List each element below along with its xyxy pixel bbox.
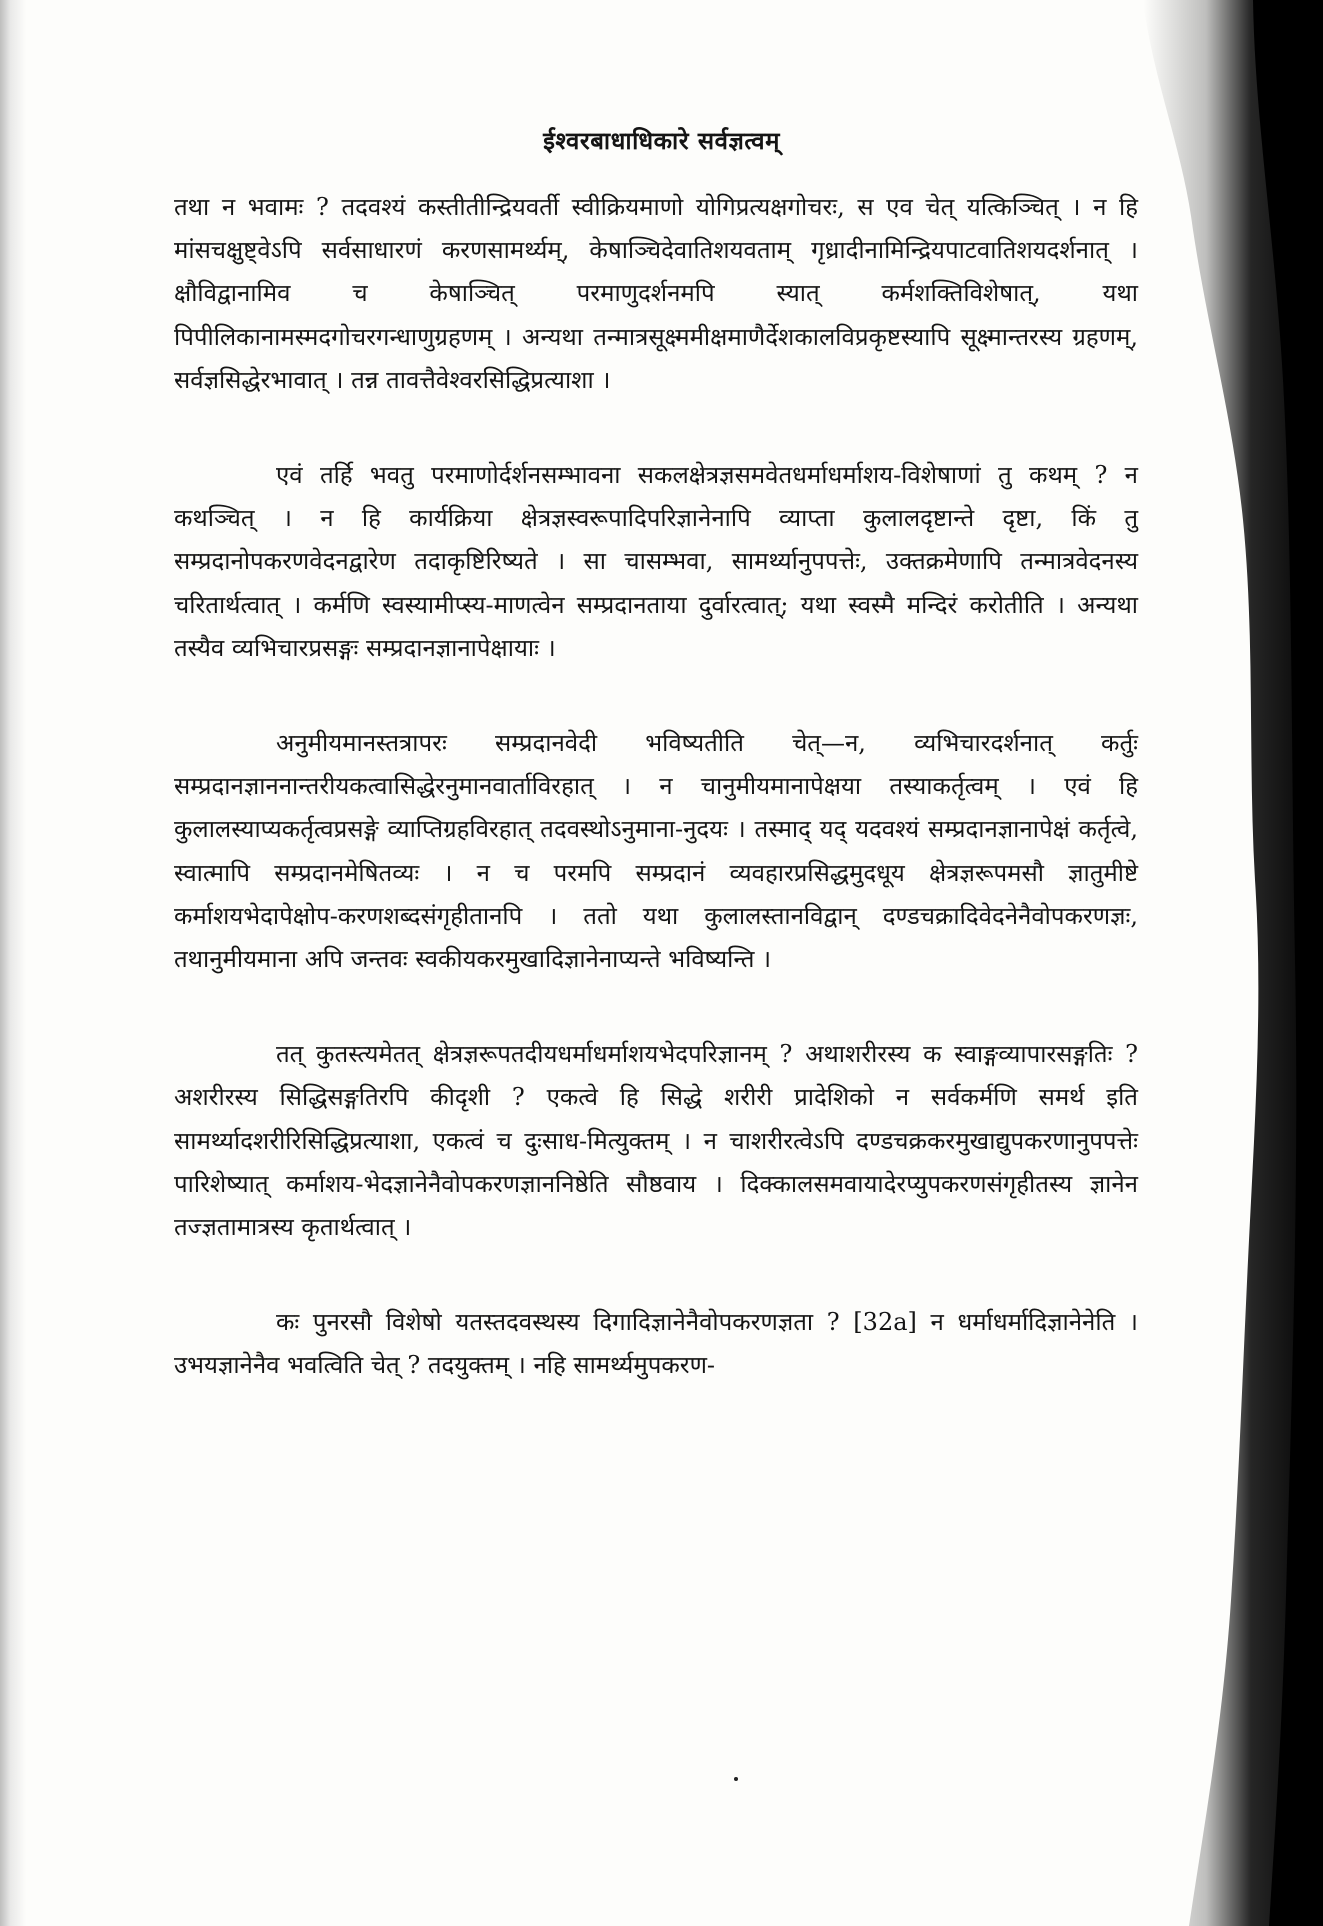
paragraph-4: तत् कुतस्त्यमेतत् क्षेत्रज्ञरूपतदीयधर्माधर्माशयभेदपरिज्ञानम् ? अथाशरीरस्य क स्वाङ्गव्यापारसङ्गतिः ? अशरीरस्य सिद्धिसङ्गतिरपि कीदृशी ? एकत्वे हि सिद्धे शरीरी प्रादेशिको न सर्वकर्मणि समर्थ इति सामर्थ्यादशरीरिसिद्धिप्रत्याशा, एकत्वं च दुःसाध-मित्युक्तम् । न चाशरीरत्वेऽपि दण्डचक्रकरमुखाद्युपकरणानुपपत्तेः पारिशेष्यात् कर्माशय-भेदज्ञानेनैवोपकरणज्ञाननिष्ठेति सौष्ठवाय । दिक्कालसमवायादेरप्युपकरणसंगृहीतस्य ज्ञानेन तज्ज्ञतामात्रस्य कृतार्थत्वात् । (174, 1040, 1138, 1242)
paragraph-1: तथा न भवामः ? तदवश्यं कस्तीतीन्द्रियवर्ती स्वीक्रियमाणो योगिप्रत्यक्षगोचरः, स एव चेत् यत्किञ्चित् । न हि मांसचक्षुष्ट्वेऽपि सर्वसाधारणं करणसामर्थ्यम्, केषाञ्चिदेवातिशयवताम् गृध्रादीनामिन्द्रियपाटवातिशयदर्शनात् । क्षौविद्वानामिव च केषाञ्चित् परमाणुदर्शनमपि स्यात् कर्मशक्तिविशेषात्, यथा पिपीलिकानामस्मदगोचरगन्धाणुग्रहणम् । अन्यथा तन्मात्रसूक्ष्ममीक्षमाणैर्देशकालविप्रकृष्टस्यापि सूक्ष्मान्तरस्य ग्रहणम्, सर्वज्ञसिद्धेरभावात् । तन्न तावत्तैवेश्वरसिद्धिप्रत्याशा । (174, 193, 1138, 394)
main-text (174, 186, 1138, 1388)
paragraph-2: एवं तर्हि भवतु परमाणोर्दर्शनसम्भावना सकलक्षेत्रज्ञसमवेतधर्माधर्माशय-विशेषाणां तु कथम् ? न कथञ्चित् । न हि कार्यक्रिया क्षेत्रज्ञस्वरूपादिपरिज्ञानेनापि व्याप्ता कुलालदृष्टान्ते दृष्टा, किं तु सम्प्रदानोपकरणवेदनद्वारेण तदाकृष्टिरिष्यते । सा चासम्भवा, सामर्थ्यानुपपत्तेः, उक्तक्रमेणापि तन्मात्रवेदनस्य चरितार्थत्वात् । कर्मणि स्वस्यामीप्स्य-माणत्वेन सम्प्रदानताया दुर्वारत्वात्; यथा स्वस्मै मन्दिरं करोतीति । अन्यथा तस्यैव व्यभिचारप्रसङ्गः सम्प्रदानज्ञानापेक्षायाः । (174, 461, 1138, 662)
paragraph-3: अनुमीयमानस्तत्रापरः सम्प्रदानवेदी भविष्यतीति चेत्—न, व्यभिचारदर्शनात् कर्तुः सम्प्रदानज्ञाननान्तरीयकत्वासिद्धेरनुमानवार्ताविरहात् । न चानुमीयमानापेक्षया तस्याकर्तृत्वम् । एवं हि कुलालस्याप्यकर्तृत्वप्रसङ्गे व्याप्तिग्रहविरहात् तदवस्थोऽनुमाना-नुदयः । तस्माद् यद् यदवश्यं सम्प्रदानज्ञानापेक्षं कर्तृत्वे, स्वात्मापि सम्प्रदानमेषितव्यः । न च परमपि सम्प्रदानं व्यवहारप्रसिद्धमुदधूय क्षेत्रज्ञरूपमसौ ज्ञातुमीष्टे कर्माशयभेदापेक्षोप-करणशब्दसंगृहीतानपि । ततो यथा कुलालस्तानविद्वान् दण्डचक्रादिवेदनेनैवोपकरणज्ञः, तथानुमीयमाना अपि जन्तवः स्वकीयकरमुखादिज्ञानेनाप्यन्ते भविष्यन्ति । (174, 729, 1138, 974)
running-header: ईश्वरबाधाधिकारे सर्वज्ञत्वम् (543, 126, 780, 155)
scan-left-edge-shading (0, 0, 26, 1926)
scan-speck (734, 1777, 738, 1781)
paragraph-5: कः पुनरसौ विशेषो यतस्तदवस्थस्य दिगादिज्ञानेनैवोपकरणज्ञता ? [32a] न धर्माधर्मादिज्ञानेनेति । उभयज्ञानेनैव भवत्विति चेत् ? तदयुक्तम् । नहि सामर्थ्यमुपकरण- (174, 1308, 1138, 1380)
